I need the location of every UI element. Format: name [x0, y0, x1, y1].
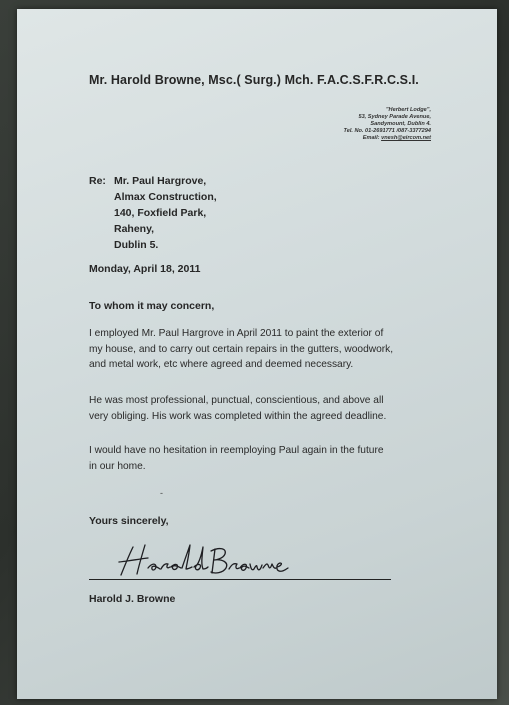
letter-date: Monday, April 18, 2011	[89, 263, 201, 275]
salutation: To whom it may concern,	[89, 300, 215, 312]
recipient-line: 140, Foxfield Park,	[114, 207, 207, 219]
closing: Yours sincerely,	[89, 515, 169, 527]
phone-line: Tel. No. 01-2691771 /087-3377294	[343, 128, 431, 134]
recipient-line: Raheny,	[114, 223, 155, 235]
body-paragraph	[89, 393, 386, 424]
body-line: my house, and to carry out certain repairs in the gutters, woodwork,	[89, 343, 394, 355]
letter-page	[17, 9, 497, 699]
recipient-line: Dublin 5.	[114, 239, 159, 251]
body-line: very obliging. His work was completed within the agreed deadline.	[89, 410, 387, 422]
body-paragraph	[89, 326, 393, 373]
email-line	[363, 135, 431, 142]
stray-mark: -	[160, 488, 163, 498]
signature-line	[89, 579, 391, 580]
body-line: and metal work, etc where agreed and deemed necessary.	[89, 359, 354, 370]
address-line: "Herbert Lodge",	[385, 107, 431, 113]
handwritten-signature	[115, 539, 315, 581]
recipient-line: Almax Construction,	[114, 191, 217, 203]
email-link[interactable]: vnesh@eircom.net	[381, 135, 431, 141]
re-label: Re:	[89, 175, 106, 187]
email-label: Email:	[362, 135, 382, 141]
body-line: I employed Mr. Paul Hargrove in April 2011 to paint the exterior of	[89, 328, 384, 339]
address-line: 53, Sydney Parade Avenue,	[358, 114, 431, 120]
body-line: I would have no hesitation in reemploying Paul again in the future	[89, 445, 384, 456]
letterhead-name: Mr. Harold Browne, Msc.( Surg.) Mch. F.A.C.S.F.R.C.S.I.	[89, 73, 419, 87]
address-line: Sandymount, Dublin 4.	[370, 121, 431, 127]
signatory-name: Harold J. Browne	[89, 593, 176, 605]
body-line: in our home.	[89, 460, 146, 472]
body-paragraph	[89, 443, 384, 474]
recipient-line: Mr. Paul Hargrove,	[114, 175, 207, 187]
body-line: He was most professional, punctual, conscientious, and above all	[89, 395, 384, 406]
